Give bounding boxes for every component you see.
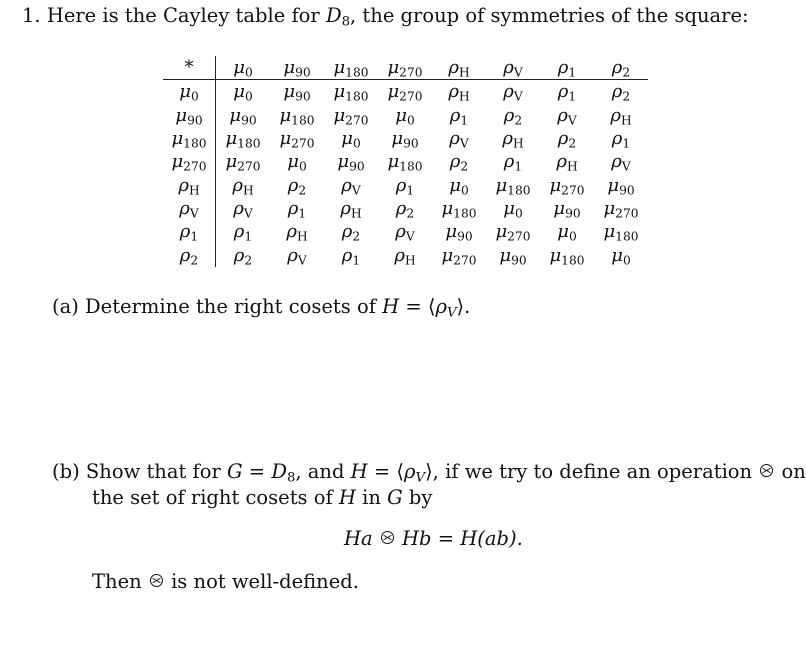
cell-symbol: ρ: [233, 221, 245, 243]
part-b-line2-H: H: [338, 486, 356, 509]
cell-subscript: V: [351, 183, 361, 198]
cell-subscript: 1: [190, 229, 199, 244]
cell-subscript: V: [459, 136, 469, 151]
table-cell: [216, 197, 271, 220]
cell-subscript: 270: [183, 159, 207, 174]
cell-subscript: H: [350, 206, 362, 221]
cell-subscript: 90: [295, 89, 311, 104]
cell-symbol: μ: [225, 151, 238, 173]
cell-symbol: μ: [441, 197, 454, 219]
cell-symbol: μ: [175, 104, 188, 126]
cell-symbol: ρ: [286, 221, 297, 243]
table-cell: [540, 80, 594, 104]
cell-subscript: 2: [244, 252, 253, 267]
cell-symbol: ρ: [233, 244, 245, 266]
part-a-label: (a): [52, 295, 79, 318]
table-cell: [540, 220, 594, 243]
cell-subscript: 0: [622, 252, 631, 267]
cell-subscript: 0: [244, 89, 253, 104]
cell-symbol: ρ: [611, 151, 622, 173]
table-cell: [594, 80, 648, 104]
table-cell: [486, 220, 540, 243]
part-b-text-5: ⟩, if we try to define an operation: [425, 460, 759, 483]
cell-symbol: μ: [279, 128, 292, 150]
part-a: [52, 295, 471, 321]
table-cell: [216, 104, 271, 127]
table-cell: [594, 104, 648, 127]
table-cell: [378, 173, 432, 196]
table-cell: [324, 104, 378, 127]
cell-symbol: μ: [441, 244, 454, 266]
circled-asterisk-icon: [381, 531, 394, 544]
cell-symbol: μ: [283, 57, 296, 79]
part-b-text-6: on: [775, 460, 806, 483]
part-a-text: Determine the right cosets of: [85, 295, 383, 318]
part-b-line2-text-1: the set of right cosets of: [92, 486, 339, 509]
table-cell: [216, 127, 271, 150]
cell-symbol: ρ: [557, 57, 569, 79]
cell-subscript: H: [458, 89, 470, 104]
table-cell: [432, 80, 486, 104]
cell-symbol: μ: [499, 244, 512, 266]
cell-symbol: ρ: [287, 244, 298, 266]
cayley-table: [163, 56, 648, 267]
problem-intro-text: Here is the Cayley table for: [46, 4, 326, 27]
cell-symbol: ρ: [395, 197, 407, 219]
part-b-rho: ρ: [404, 460, 416, 483]
part-b-line2-G: G: [387, 486, 403, 509]
table-cell: [540, 104, 594, 127]
table-cell: [594, 173, 648, 196]
cell-symbol: ρ: [287, 197, 299, 219]
table-cell: [270, 220, 324, 243]
cell-symbol: μ: [603, 197, 616, 219]
table-cell: [432, 173, 486, 196]
cell-symbol: μ: [445, 221, 458, 243]
cell-symbol: μ: [341, 128, 353, 150]
column-header: [270, 56, 324, 80]
cell-symbol: ρ: [611, 128, 623, 150]
cell-subscript: 2: [622, 65, 631, 80]
table-cell: [216, 220, 271, 243]
cell-symbol: μ: [233, 57, 245, 79]
cell-subscript: 2: [298, 183, 307, 198]
table-cell: [486, 173, 540, 196]
table-cell: [378, 243, 432, 266]
table-cell: [324, 197, 378, 220]
cell-subscript: V: [621, 159, 631, 174]
cell-subscript: V: [243, 206, 253, 221]
cell-subscript: 270: [291, 136, 315, 151]
part-b-G: G: [227, 460, 243, 483]
table-row: [163, 243, 648, 266]
part-b-rho-sub: V: [415, 470, 426, 486]
cell-subscript: 2: [352, 229, 361, 244]
table-cell: [270, 104, 324, 127]
table-cell: [486, 127, 540, 150]
table-cell: [486, 243, 540, 266]
eq-mid: Hb: [402, 527, 432, 550]
cell-symbol: μ: [495, 221, 508, 243]
cell-symbol: μ: [171, 151, 184, 173]
column-header: [432, 56, 486, 80]
cell-subscript: 1: [406, 183, 415, 198]
cell-symbol: ρ: [395, 221, 406, 243]
row-header: [163, 197, 216, 220]
cell-subscript: 2: [514, 113, 523, 128]
cell-subscript: 1: [298, 206, 307, 221]
cell-subscript: 90: [295, 65, 311, 80]
part-b-label: (b): [52, 460, 80, 483]
table-cell: [540, 173, 594, 196]
cell-subscript: 0: [352, 136, 361, 151]
row-header: [163, 150, 216, 173]
cell-subscript: 270: [399, 65, 423, 80]
row-header: [163, 220, 216, 243]
cell-symbol: μ: [557, 221, 569, 243]
table-header-row: [163, 56, 648, 80]
cell-subscript: 180: [345, 89, 369, 104]
table-cell: [486, 80, 540, 104]
cell-symbol: μ: [603, 221, 616, 243]
cell-symbol: ρ: [503, 104, 515, 126]
cell-symbol: μ: [503, 197, 515, 219]
part-b-text-2: =: [242, 460, 272, 483]
cell-symbol: ρ: [557, 81, 569, 103]
table-cell: [432, 197, 486, 220]
cell-symbol: μ: [553, 197, 566, 219]
cell-subscript: 1: [568, 65, 577, 80]
cell-symbol: μ: [391, 128, 404, 150]
table-cell: [486, 197, 540, 220]
table-cell: [378, 150, 432, 173]
table-cell: [594, 197, 648, 220]
table-cell: [432, 243, 486, 266]
part-b-H: H: [350, 460, 368, 483]
column-header: [216, 56, 271, 80]
cell-symbol: ρ: [449, 151, 461, 173]
cell-subscript: H: [296, 229, 308, 244]
cell-symbol: μ: [287, 151, 299, 173]
cell-symbol: μ: [233, 81, 245, 103]
cell-subscript: 1: [622, 136, 631, 151]
table-cell: [432, 127, 486, 150]
cell-subscript: 270: [399, 89, 423, 104]
cell-symbol: μ: [387, 57, 400, 79]
table-cell: [378, 220, 432, 243]
cell-subscript: 0: [298, 159, 307, 174]
table-cell: [540, 197, 594, 220]
column-header: [324, 56, 378, 80]
table-cell: [378, 197, 432, 220]
cell-subscript: 90: [457, 229, 473, 244]
table-cell: [378, 127, 432, 150]
cell-subscript: 270: [615, 206, 639, 221]
table-cell: [324, 150, 378, 173]
cell-subscript: V: [189, 206, 199, 221]
table-row: [163, 220, 648, 243]
problem-statement: [22, 4, 749, 30]
cell-symbol: ρ: [395, 174, 407, 196]
cell-subscript: 0: [460, 183, 469, 198]
cell-symbol: ρ: [233, 197, 244, 219]
cell-subscript: 180: [291, 113, 315, 128]
cell-subscript: 1: [352, 252, 361, 267]
cell-subscript: 90: [241, 113, 257, 128]
table-cell: [216, 150, 271, 173]
cell-symbol: μ: [387, 81, 400, 103]
cell-symbol: ρ: [179, 244, 191, 266]
cell-symbol: ρ: [557, 104, 568, 126]
table-cell: [594, 220, 648, 243]
cell-subscript: H: [188, 183, 200, 198]
table-cell: [270, 150, 324, 173]
cell-subscript: 180: [507, 183, 531, 198]
circled-asterisk-icon: [760, 464, 773, 477]
table-cell: [216, 80, 271, 104]
cell-subscript: 180: [561, 252, 585, 267]
cell-subscript: 1: [460, 113, 469, 128]
cell-symbol: ρ: [341, 244, 353, 266]
table-cell: [270, 173, 324, 196]
then-text-1: Then: [92, 570, 148, 593]
cell-symbol: μ: [279, 104, 292, 126]
cell-subscript: 0: [406, 113, 415, 128]
cell-symbol: μ: [549, 244, 562, 266]
table-row: [163, 150, 648, 173]
table-cell: [432, 150, 486, 173]
table-cell: [216, 173, 271, 196]
cell-symbol: μ: [607, 174, 620, 196]
cell-subscript: 0: [568, 229, 577, 244]
table-cell: [324, 173, 378, 196]
cell-symbol: ρ: [287, 174, 299, 196]
table-cell: [594, 150, 648, 173]
cell-subscript: 180: [453, 206, 477, 221]
part-a-equals: = ⟨: [399, 295, 436, 318]
cell-symbol: μ: [333, 57, 346, 79]
cell-subscript: 90: [565, 206, 581, 221]
group-subscript: 8: [341, 14, 351, 30]
cell-subscript: V: [513, 89, 523, 104]
cell-subscript: 2: [190, 252, 199, 267]
cell-symbol: ρ: [178, 174, 189, 196]
part-b-text-1: Show that for: [85, 460, 227, 483]
cell-subscript: 270: [507, 229, 531, 244]
table-cell: [378, 80, 432, 104]
problem-intro-tail: , the group of symmetries of the square:: [350, 4, 749, 27]
cell-symbol: μ: [171, 128, 184, 150]
table-cell: [540, 243, 594, 266]
cell-subscript: H: [404, 252, 416, 267]
table-cell: [486, 104, 540, 127]
cell-symbol: ρ: [448, 81, 459, 103]
cell-subscript: H: [242, 183, 254, 198]
cell-symbol: ρ: [179, 197, 190, 219]
cell-subscript: V: [405, 229, 415, 244]
part-b-text-3: , and: [295, 460, 351, 483]
cell-symbol: μ: [549, 174, 562, 196]
cell-subscript: 180: [399, 159, 423, 174]
cell-subscript: 270: [345, 113, 369, 128]
cell-subscript: 2: [406, 206, 415, 221]
table-cell: [324, 220, 378, 243]
circled-asterisk-icon: [150, 574, 163, 587]
table-row: [163, 104, 648, 127]
cell-symbol: ρ: [503, 151, 515, 173]
cell-symbol: ρ: [502, 128, 513, 150]
row-header: [163, 80, 216, 104]
cell-subscript: 90: [349, 159, 365, 174]
cell-subscript: 1: [514, 159, 523, 174]
cell-symbol: ρ: [503, 57, 514, 79]
cell-subscript: 90: [403, 136, 419, 151]
table-cell: [378, 104, 432, 127]
part-a-rho-sub: V: [446, 305, 457, 321]
cell-subscript: 2: [460, 159, 469, 174]
table-row: [163, 197, 648, 220]
table-cell: [270, 243, 324, 266]
cell-symbol: μ: [225, 128, 238, 150]
cell-subscript: V: [513, 65, 523, 80]
cell-symbol: ρ: [232, 174, 243, 196]
problem-number: 1.: [22, 4, 41, 27]
cell-subscript: 1: [244, 229, 253, 244]
row-header: [163, 127, 216, 150]
cell-subscript: 180: [183, 136, 207, 151]
table-cell: [324, 127, 378, 150]
cell-symbol: μ: [229, 104, 242, 126]
table-cell: [540, 127, 594, 150]
cell-symbol: ρ: [449, 128, 460, 150]
cell-subscript: 270: [237, 159, 261, 174]
then-text-2: is not well-defined.: [164, 570, 359, 593]
table-cell: [270, 197, 324, 220]
table-cell: [486, 150, 540, 173]
cell-subscript: 0: [514, 206, 523, 221]
cell-symbol: ρ: [556, 151, 567, 173]
cell-symbol: ρ: [179, 221, 191, 243]
cell-symbol: ρ: [557, 128, 569, 150]
part-b-line2-text-3: by: [402, 486, 433, 509]
part-b-line2-text-2: in: [355, 486, 388, 509]
row-header: [163, 173, 216, 196]
cell-subscript: 2: [622, 89, 631, 104]
table-cell: [324, 243, 378, 266]
operation-definition-equation: [344, 527, 523, 550]
cell-symbol: μ: [333, 104, 346, 126]
cell-subscript: 180: [237, 136, 261, 151]
column-header: [378, 56, 432, 80]
table-row: [163, 80, 648, 104]
cell-symbol: μ: [611, 244, 623, 266]
cell-subscript: 90: [511, 252, 527, 267]
cell-symbol: ρ: [611, 81, 623, 103]
eq-equals: =: [431, 527, 461, 550]
cell-subscript: 90: [187, 113, 203, 128]
cell-symbol: μ: [179, 81, 191, 103]
conclusion-line: [92, 570, 359, 593]
cell-subscript: 180: [345, 65, 369, 80]
cell-symbol: ρ: [611, 57, 623, 79]
cell-subscript: 2: [568, 136, 577, 151]
cell-symbol: ρ: [341, 174, 352, 196]
cell-symbol: ρ: [448, 57, 459, 79]
part-b-line-1: [52, 460, 806, 486]
cell-symbol: ρ: [340, 197, 351, 219]
cell-subscript: H: [566, 159, 578, 174]
cell-symbol: ρ: [610, 104, 621, 126]
table-cell: [432, 104, 486, 127]
group-symbol: D: [325, 4, 342, 27]
part-a-H: H: [382, 295, 400, 318]
part-b-line-2: [92, 486, 432, 509]
part-a-close: ⟩.: [456, 295, 471, 318]
cell-subscript: 270: [561, 183, 585, 198]
part-b-D-sub: 8: [286, 470, 296, 486]
cell-symbol: ρ: [394, 244, 405, 266]
table-cell: [216, 243, 271, 266]
cell-symbol: μ: [395, 104, 407, 126]
cell-subscript: H: [512, 136, 524, 151]
cell-symbol: μ: [387, 151, 400, 173]
column-header: [486, 56, 540, 80]
table-cell: [324, 80, 378, 104]
cell-subscript: 0: [190, 89, 199, 104]
cell-subscript: V: [297, 252, 307, 267]
cell-subscript: 1: [568, 89, 577, 104]
eq-left: Ha: [344, 527, 373, 550]
cell-symbol: ρ: [449, 104, 461, 126]
cell-subscript: 0: [244, 65, 253, 80]
cell-symbol: μ: [495, 174, 508, 196]
column-header: [540, 56, 594, 80]
cell-subscript: H: [458, 65, 470, 80]
cell-symbol: ρ: [341, 221, 353, 243]
table-cell: [540, 150, 594, 173]
eq-right: H(ab).: [460, 527, 523, 550]
cell-subscript: 180: [615, 229, 639, 244]
row-header: [163, 104, 216, 127]
part-b-D: D: [271, 460, 287, 483]
table-cell: [432, 220, 486, 243]
cell-subscript: H: [620, 113, 632, 128]
table-cell: [270, 127, 324, 150]
cell-symbol: μ: [449, 174, 461, 196]
table-row: [163, 127, 648, 150]
cell-subscript: 90: [619, 183, 635, 198]
cell-symbol: μ: [333, 81, 346, 103]
part-a-rho: ρ: [435, 295, 447, 318]
row-header: [163, 243, 216, 266]
column-header: [594, 56, 648, 80]
table-cell: [594, 127, 648, 150]
part-b-text-4: = ⟨: [367, 460, 405, 483]
cell-subscript: 270: [453, 252, 477, 267]
cell-symbol: μ: [283, 81, 296, 103]
table-row: [163, 173, 648, 196]
cell-symbol: ρ: [503, 81, 514, 103]
cell-symbol: μ: [337, 151, 350, 173]
operation-symbol: *: [163, 56, 216, 80]
table-cell: [594, 243, 648, 266]
cell-subscript: V: [567, 113, 577, 128]
table-cell: [270, 80, 324, 104]
